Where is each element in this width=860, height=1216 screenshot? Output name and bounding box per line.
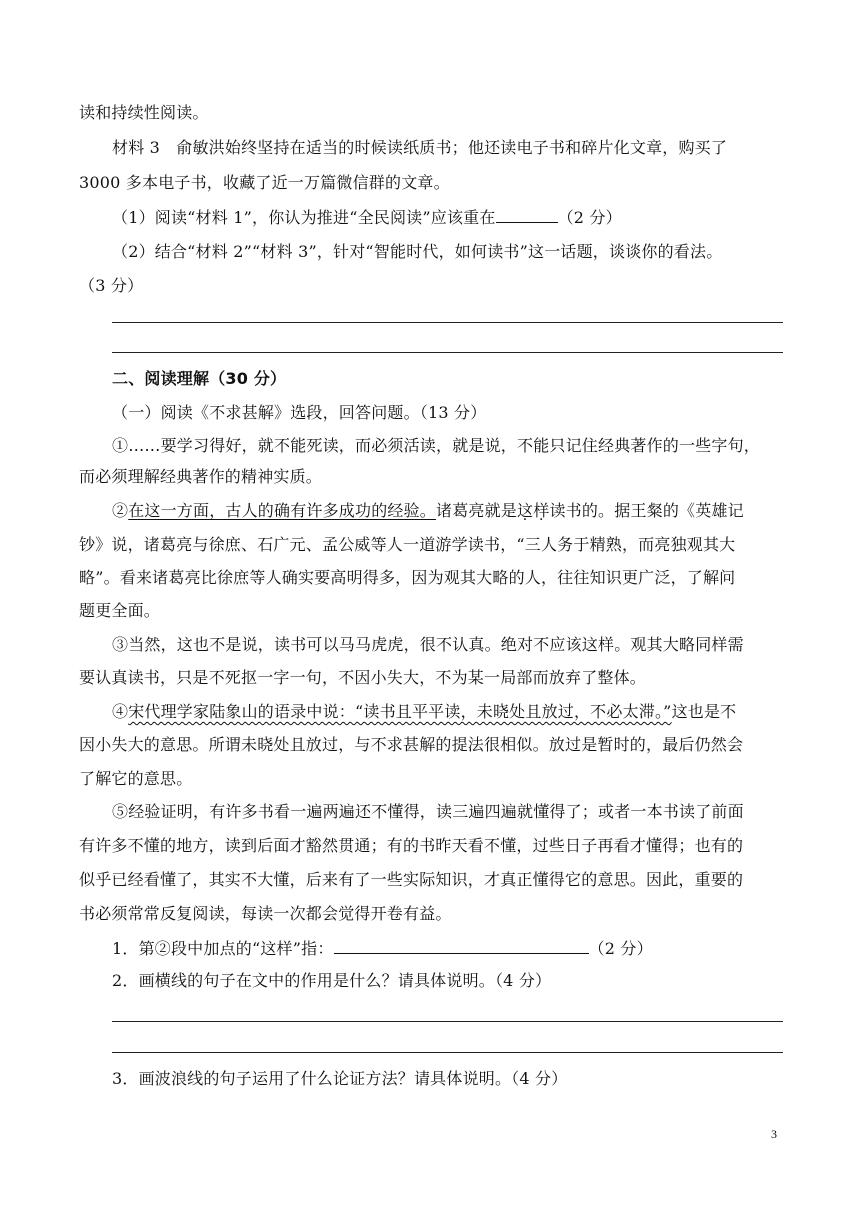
paragraph-2-text-b: 读书的。据王粲的《英雄记 <box>549 501 744 520</box>
paragraph-1-line1: ①……要学习得好，就不能死读，而必须活读，就是说，不能只记住经典著作的一些字句， <box>112 436 761 455</box>
page-number: 3 <box>771 1127 777 1141</box>
paragraph-2-line3: 略”。看来诸葛亮比徐庶等人确实要高明得多，因为观其大略的人，往往知识更广泛，了解问 <box>79 568 736 587</box>
wavy-sentence: 宋代理学家陆象山的语录中说：“读书且平平读，未晓处且放过，不必太滞。” <box>128 702 672 721</box>
material3-line1: 材料 3 俞敏洪始终坚持在适当的时候读纸质书；他还读电子书和碎片化文章，购买了 <box>112 138 728 157</box>
dotted-char: 这 <box>517 501 534 520</box>
top-question-1-score: （2 分） <box>557 208 622 227</box>
paragraph-5-line4: 书必须常常反复阅读，每读一次都会觉得开卷有益。 <box>79 904 452 923</box>
question-1 <box>112 937 783 960</box>
answer-line[interactable] <box>112 1021 783 1022</box>
paragraph-4-number: ④ <box>112 702 129 721</box>
answer-blank[interactable] <box>496 206 558 223</box>
top-question-2-line1: （2）结合“材料 2”“材料 3”，针对“智能时代，如何读书”这一话题，谈谈你的看法。 <box>112 242 723 261</box>
question-2: 2．画横线的句子在文中的作用是什么？请具体说明。（4 分） <box>112 971 552 990</box>
paragraph-4-line2: 因小失大的意思。所谓未晓处且放过，与不求甚解的提法很相似。放过是暂时的，最后仍然会 <box>79 735 744 754</box>
paragraph-2-line1 <box>112 500 783 522</box>
paragraph-2-line4: 题更全面。 <box>79 601 161 620</box>
paragraph-1-line2: 而必须理解经典著作的精神实质。 <box>79 467 323 486</box>
paragraph-5-line1: ⑤经验证明，有许多书看一遍两遍还不懂得，读三遍四遍就懂得了；或者一本书读了前面 <box>112 802 744 821</box>
top-question-2-line2: （3 分） <box>79 276 144 295</box>
continuation-line: 读和持续性阅读。 <box>79 103 209 122</box>
sub-heading: （一）阅读《不求甚解》选段，回答问题。（13 分） <box>112 403 487 422</box>
question-1-score: （2 分） <box>588 939 653 958</box>
top-question-1-text: （1）阅读“材料 1”，你认为推进“全民阅读”应该重在 <box>112 208 496 227</box>
paragraph-2-number: ② <box>112 501 129 520</box>
paragraph-4-line1 <box>112 701 783 723</box>
answer-blank[interactable] <box>334 937 589 954</box>
top-question-1 <box>112 206 783 229</box>
paragraph-2-line2: 钞》说，诸葛亮与徐庶、石广元、孟公威等人一道游学读书，“三人务于精熟，而亮独观其大 <box>79 535 736 554</box>
paragraph-5-line2: 有许多不懂的地方，读到后面才豁然贯通；有的书昨天看不懂，过些日子再看才懂得；也有的 <box>79 836 744 855</box>
paragraph-2-text-a: 诸葛亮就是 <box>436 501 518 520</box>
answer-line[interactable] <box>112 352 783 353</box>
paragraph-4-text: 这也是不 <box>671 702 737 721</box>
section-heading: 二、阅读理解（30 分） <box>112 369 287 388</box>
question-1-text: 1．第②段中加点的“这样”指： <box>112 939 334 958</box>
paragraph-5-line3: 似乎已经看懂了，其实不大懂，后来有了一些实际知识，才真正懂得它的意思。因此，重要的 <box>79 870 744 889</box>
paragraph-4-line3: 了解它的意思。 <box>79 769 193 788</box>
question-3: 3．画波浪线的句子运用了什么论证方法？请具体说明。（4 分） <box>112 1069 568 1088</box>
dotted-char: 样 <box>533 501 550 520</box>
paragraph-3-line1: ③当然，这也不是说，读书可以马马虎虎，很不认真。绝对不应该这样。观其大略同样需 <box>112 635 744 654</box>
paragraph-3-line2: 要认真读书，只是不死抠一字一句，不因小失大，不为某一局部而放弃了整体。 <box>79 668 647 687</box>
material3-line2: 3000 多本电子书，收藏了近一万篇微信群的文章。 <box>79 173 450 192</box>
answer-line[interactable] <box>112 1052 783 1053</box>
underlined-sentence: 在这一方面，古人的确有许多成功的经验。 <box>128 501 437 520</box>
answer-line[interactable] <box>112 322 783 323</box>
